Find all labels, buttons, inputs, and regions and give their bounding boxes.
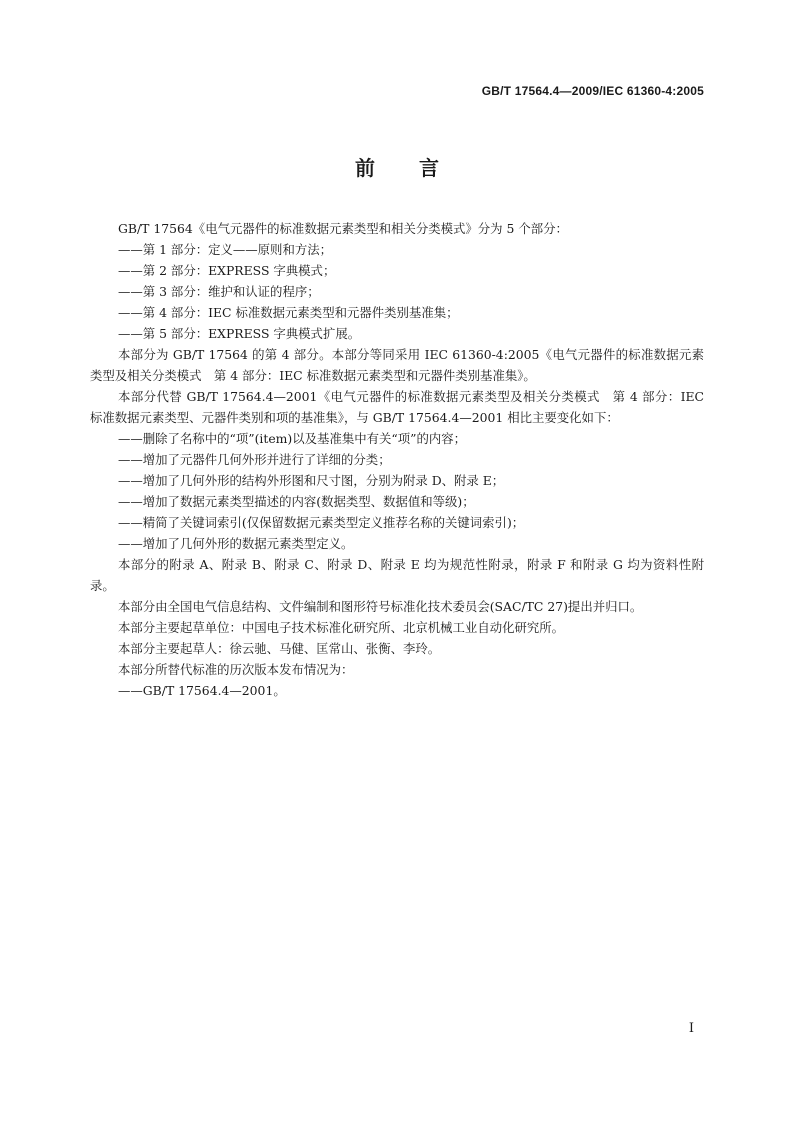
list-item-part-1: ——第 1 部分：定义——原则和方法；	[118, 242, 333, 257]
list-item-part-5: ——第 5 部分：EXPRESS 字典模式扩展。	[118, 326, 361, 341]
list-item-change-2: ——增加了元器件几何外形并进行了详细的分类；	[118, 452, 391, 467]
list-item-change-6: ——增加了几何外形的数据元素类型定义。	[118, 536, 354, 551]
paragraph-replacement: 本部分代替 GB/T 17564.4—2001《电气元器件的标准数据元素类型及相关分类模式 第 4 部分：IEC 标准数据元素类型、元器件类别和项的基准集》，与 GB/T 17564.4—2001 相比主要变化如下：	[90, 389, 704, 425]
paragraph-history: 本部分所替代标准的历次版本发布情况为：	[118, 662, 354, 677]
paragraph-proposer: 本部分由全国电气信息结构、文件编制和图形符号标准化技术委员会(SAC/TC 27)提出并归口。	[118, 599, 643, 614]
list-item-part-4: ——第 4 部分：IEC 标准数据元素类型和元器件类别基准集；	[118, 305, 459, 320]
paragraph-drafting-units: 本部分主要起草单位：中国电子技术标准化研究所、北京机械工业自动化研究所。	[118, 620, 565, 635]
page-title: 前言	[355, 156, 483, 180]
page-number: I	[688, 1021, 694, 1036]
standard-code-header: GB/T 17564.4—2009/IEC 61360-4:2005	[481, 84, 704, 98]
list-item-change-3: ——增加了几何外形的结构外形图和尺寸图，分别为附录 D、附录 E；	[118, 473, 505, 488]
paragraph-drafters: 本部分主要起草人：徐云驰、马健、匡常山、张衡、李玲。	[118, 641, 441, 656]
list-item-history-1: ——GB/T 17564.4—2001。	[118, 683, 286, 698]
list-item-change-1: ——删除了名称中的“项”(item)以及基准集中有关“项”的内容；	[118, 431, 467, 446]
paragraph-adoption: 本部分为 GB/T 17564 的第 4 部分。本部分等同采用 IEC 61360-4:2005《电气元器件的标准数据元素类型及相关分类模式 第 4 部分：IEC 标准数据元素类型和元器件类别基准集》。	[90, 347, 704, 383]
list-item-part-3: ——第 3 部分：维护和认证的程序；	[118, 284, 320, 299]
foreword-body	[90, 218, 704, 701]
list-item-part-2: ——第 2 部分：EXPRESS 字典模式；	[118, 263, 336, 278]
list-item-change-4: ——增加了数据元素类型描述的内容(数据类型、数据值和等级)；	[118, 494, 475, 509]
paragraph-intro: GB/T 17564《电气元器件的标准数据元素类型和相关分类模式》分为 5 个部分：	[118, 221, 568, 236]
paragraph-annexes: 本部分的附录 A、附录 B、附录 C、附录 D、附录 E 均为规范性附录，附录 F 和附录 G 均为资料性附录。	[90, 557, 704, 593]
list-item-change-5: ——精简了关键词索引(仅保留数据元素类型定义推荐名称的关键词索引)；	[118, 515, 525, 530]
